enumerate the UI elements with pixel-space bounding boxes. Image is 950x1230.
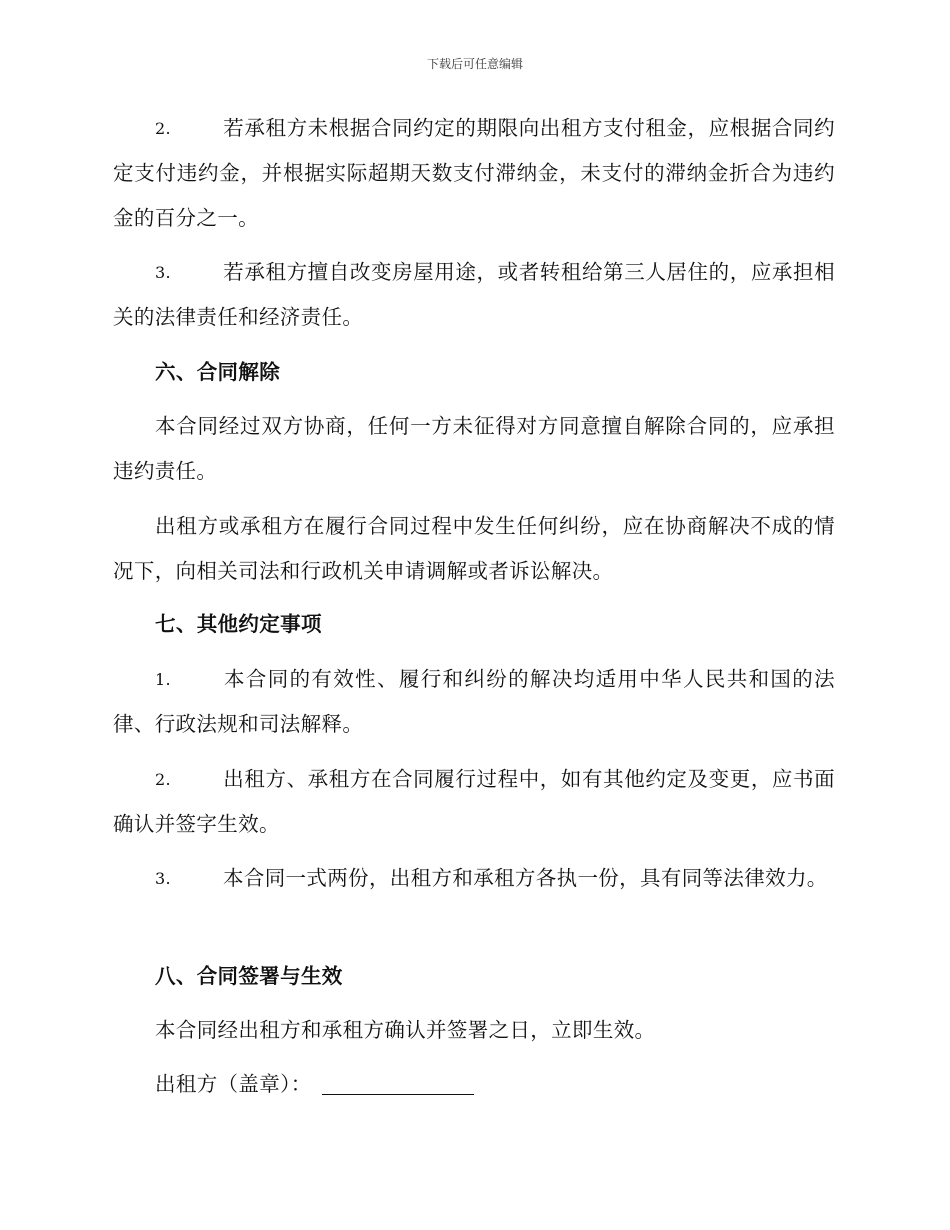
clause-5-item-3 xyxy=(113,250,835,340)
signature-blank-line[interactable] xyxy=(322,1072,474,1095)
item-text: 本合同的有效性、履行和纠纷的解决均适用中华人民共和国的法律、行政法规和司法解释。 xyxy=(113,667,835,736)
section-heading-7: 七、其他约定事项 xyxy=(155,612,322,636)
signature-label: 出租方（盖章）： xyxy=(155,1072,312,1096)
item-text: 若承租方擅自改变房屋用途，或者转租给第三人居住的，应承担相关的法律责任和经济责任。 xyxy=(113,260,835,329)
section-6-paragraph-2: 出租方或承租方在履行合同过程中发生任何纠纷，应在协商解决不成的情况下，向相关司法和行政机关申请调解或者诉讼解决。 xyxy=(113,514,835,583)
item-number: 1. xyxy=(155,670,171,689)
section-8-paragraph-1: 本合同经出租方和承租方确认并签署之日，立即生效。 xyxy=(155,1018,656,1042)
signature-row xyxy=(113,1062,835,1107)
page-header: 下载后可任意编辑 xyxy=(426,57,523,71)
clause-7-item-1 xyxy=(113,657,835,747)
item-number: 2. xyxy=(155,119,171,138)
section-6-paragraph-1: 本合同经过双方协商，任何一方未征得对方同意擅自解除合同的，应承担违约责任。 xyxy=(113,414,835,483)
item-text: 本合同一式两份，出租方和承租方各执一份，具有同等法律效力。 xyxy=(223,866,828,890)
clause-7-item-3 xyxy=(113,856,835,901)
item-number: 3. xyxy=(155,263,171,282)
item-number: 3. xyxy=(155,869,171,888)
clause-7-item-2 xyxy=(113,757,835,847)
clause-5-item-2 xyxy=(113,106,835,241)
section-heading-8: 八、合同签署与生效 xyxy=(155,964,343,988)
item-number: 2. xyxy=(155,770,171,789)
item-text: 出租方、承租方在合同履行过程中，如有其他约定及变更，应书面确认并签字生效。 xyxy=(113,767,835,836)
item-text: 若承租方未根据合同约定的期限向出租方支付租金，应根据合同约定支付违约金，并根据实际超期天数支付滞纳金，未支付的滞纳金折合为违约金的百分之一。 xyxy=(113,116,835,230)
section-heading-6: 六、合同解除 xyxy=(155,360,281,384)
